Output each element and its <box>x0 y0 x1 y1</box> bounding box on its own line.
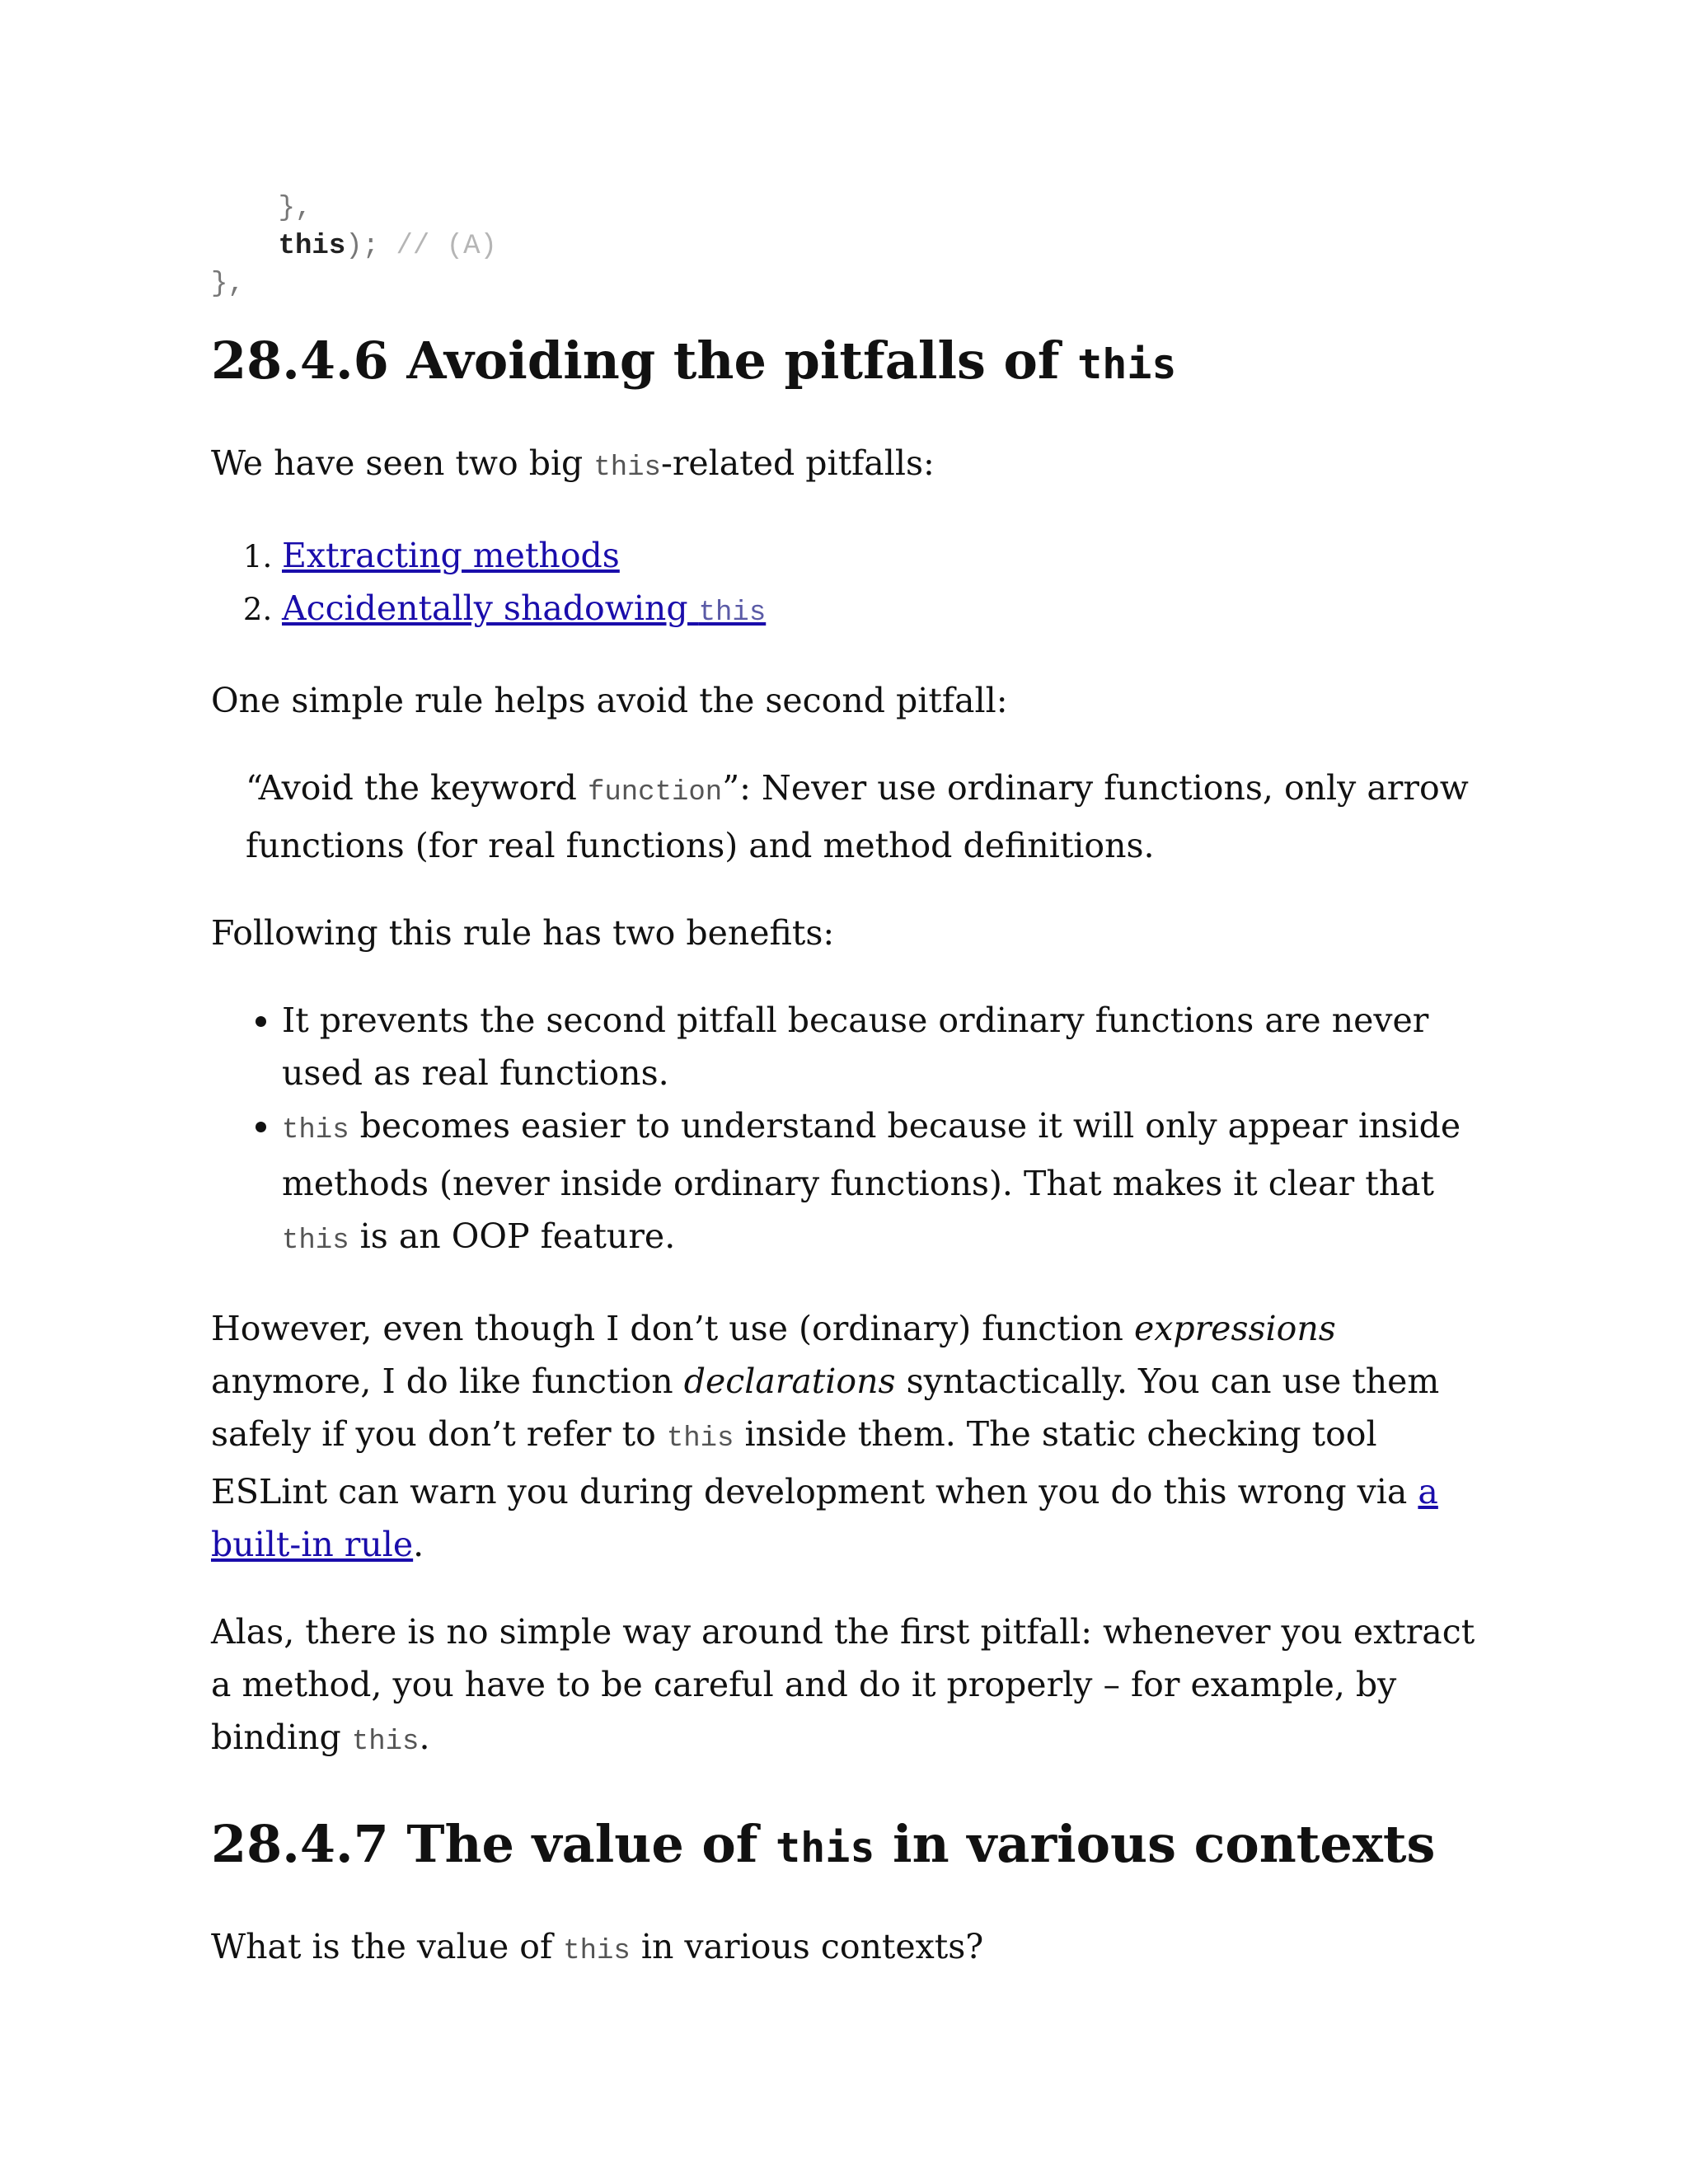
section-heading-value-of-this <box>211 1811 1480 1881</box>
inline-code: this <box>282 1226 349 1257</box>
inline-code: this <box>563 1936 631 1967</box>
text: becomes easier to understand because it will only appear inside methods (never inside ordinary functions). That makes it clear that <box>282 1106 1461 1203</box>
code-comment: // (A) <box>379 231 497 262</box>
text: What is the value of <box>211 1927 564 1966</box>
alas-paragraph <box>211 1605 1480 1769</box>
text: syntactically. You can use them safely if you don’t refer to <box>211 1361 1440 1454</box>
text: ”: Never use ordinary functions, only arrow functions (for real functions) and method definitions. <box>246 768 1469 865</box>
text: anymore, I do like function <box>211 1361 684 1401</box>
text: We have seen two big <box>211 443 594 483</box>
benefits-intro: Following this rule has two benefits: <box>211 913 835 953</box>
inline-code: function <box>587 777 723 808</box>
page-content <box>211 190 1480 1978</box>
text: . <box>413 1525 424 1564</box>
benefits-list <box>211 994 1480 1268</box>
emphasis: declarations <box>683 1361 896 1401</box>
link-extracting-methods[interactable]: Extracting methods <box>282 536 620 575</box>
code-line: }, <box>211 193 312 224</box>
inline-code: this <box>593 452 661 484</box>
emphasis: expressions <box>1133 1309 1336 1348</box>
however-paragraph <box>211 1302 1480 1571</box>
code-block <box>211 190 1480 303</box>
code-punct: ); <box>345 231 380 262</box>
intro-paragraph <box>211 437 1480 494</box>
link-accidentally-shadowing-this[interactable] <box>282 588 766 628</box>
inline-code: this <box>351 1727 420 1758</box>
section-heading-avoiding-pitfalls <box>211 328 1480 397</box>
text: is an OOP feature. <box>349 1216 676 1256</box>
heading-text: 28.4.7 The value of <box>211 1814 776 1874</box>
pitfalls-list <box>211 529 1480 640</box>
question-paragraph <box>211 1920 1480 1978</box>
code-line: }, <box>211 269 245 300</box>
rule-intro: One simple rule helps avoid the second pitfall: <box>211 681 1008 720</box>
list-item: • It prevents the second pitfall because ordinary functions are never used as real functions. <box>282 994 1480 1099</box>
text: -related pitfalls: <box>660 443 935 483</box>
inline-code: this <box>698 598 767 629</box>
heading-text: in various contexts <box>874 1814 1436 1874</box>
list-item <box>282 1099 1480 1268</box>
code-indent <box>211 231 279 262</box>
list-item <box>282 582 1480 640</box>
heading-text: 28.4.6 Avoiding the pitfalls of <box>211 330 1078 391</box>
text: in various contexts? <box>630 1927 984 1966</box>
text: inside them. The static checking tool ESLint can warn you during development when you do this wrong via <box>211 1414 1418 1511</box>
text: Alas, there is no simple way around the first pitfall: whenever you extract a method, you have to be careful and do it properly – for example, by binding <box>211 1612 1475 1757</box>
quote-text <box>246 762 1480 872</box>
text: However, even though I don’t use (ordinary) function <box>211 1309 1134 1348</box>
text: “Avoid the keyword <box>246 768 588 808</box>
rule-quote <box>211 762 1480 872</box>
code-line <box>211 231 497 262</box>
inline-code: this <box>666 1423 734 1455</box>
list-item <box>282 529 1480 582</box>
heading-code: this <box>1077 340 1177 388</box>
text: . <box>419 1718 430 1757</box>
heading-code: this <box>776 1824 875 1872</box>
link-built-in-rule[interactable]: a built-in rule <box>211 1472 1438 1564</box>
link-text: Accidentally shadowing <box>282 588 699 628</box>
code-keyword: this <box>278 231 346 262</box>
inline-code: this <box>282 1115 349 1146</box>
